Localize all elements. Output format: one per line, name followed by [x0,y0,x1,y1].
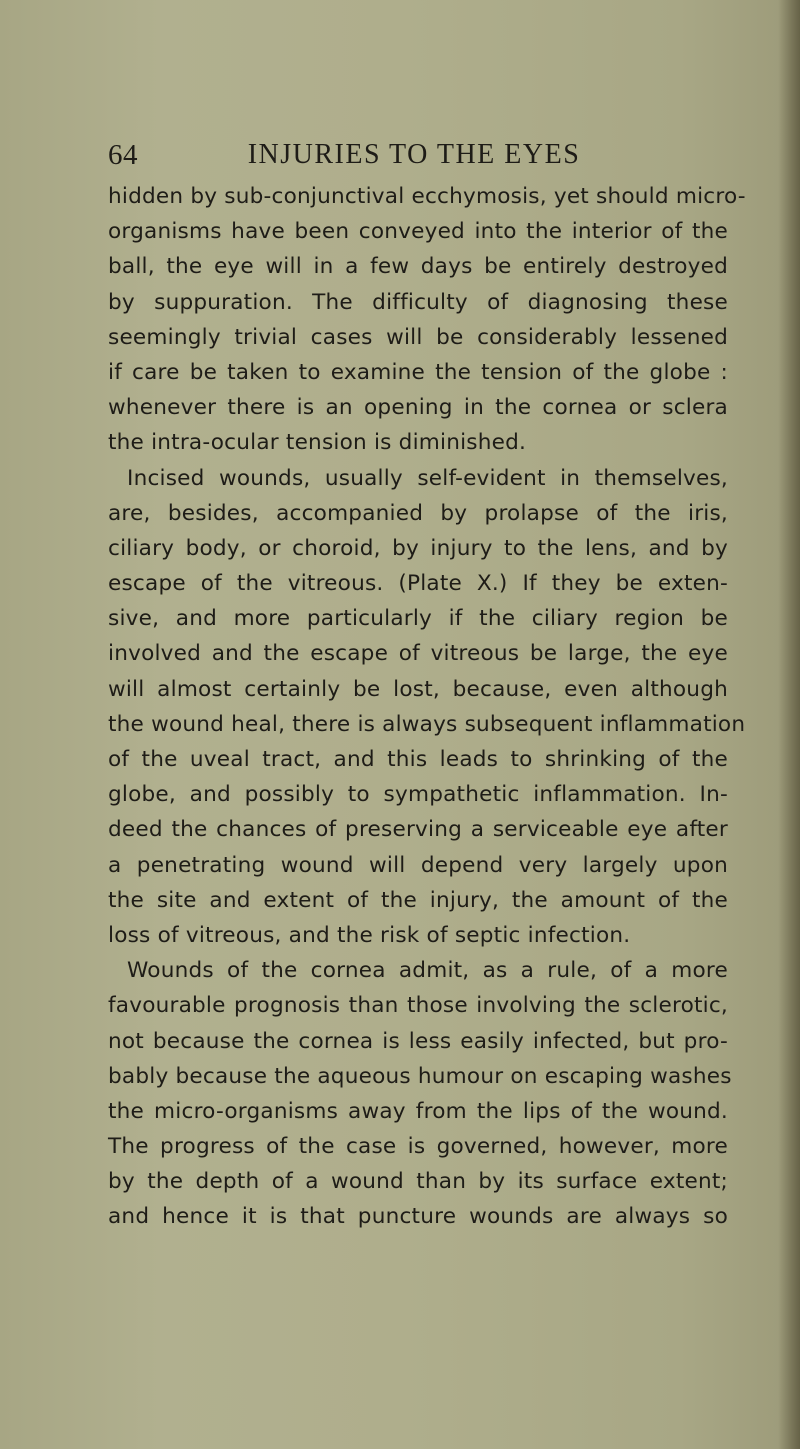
page-number: 64 [108,139,138,171]
text-line: the site and extent of the injury, the amount of the [108,887,728,913]
body-text [108,179,746,1235]
text-line: the wound heal, there is always subsequent inflammation [108,711,746,737]
text-line: not because the cornea is less easily infected, but pro- [108,1028,728,1054]
text-line: by the depth of a wound than by its surface extent; [108,1169,728,1195]
text-line: loss of vitreous, and the risk of septic infection. [108,922,631,948]
text-line: are, besides, accompanied by prolapse of the iris, [108,500,728,526]
text-line: sive, and more particularly if the ciliary region be [108,606,728,632]
text-line: deed the chances of preserving a serviceable eye after [108,817,728,843]
text-line: Incised wounds, usually self-evident in themselves, [127,465,728,491]
text-line: bably because the aqueous humour on escaping washes [108,1063,732,1089]
text-line: by suppuration. The difficulty of diagnosing these [108,289,728,315]
text-line: will almost certainly be lost, because, even although [108,676,728,702]
running-title: INJURIES TO THE EYES [247,139,581,170]
text-line: a penetrating wound will depend very largely upon [108,852,728,878]
text-line: whenever there is an opening in the cornea or sclera [108,395,728,421]
text-line: of the uveal tract, and this leads to shrinking of the [108,747,728,772]
text-line: seemingly trivial cases will be considerably lessened [108,324,728,350]
text-line: involved and the escape of vitreous be large, the eye [108,641,728,667]
text-line: if care be taken to examine the tension of the globe : [108,359,728,385]
text-line: favourable prognosis than those involving the sclerotic, [108,993,728,1019]
text-line: The progress of the case is governed, however, more [108,1134,728,1160]
page-header [108,132,720,178]
text-line: and hence it is that puncture wounds are always so [108,1204,728,1230]
text-line: escape of the vitreous. (Plate X.) If they be exten- [108,571,728,597]
text-line: ball, the eye will in a few days be entirely destroyed [108,254,728,280]
text-line: Wounds of the cornea admit, as a rule, of a more [127,958,728,984]
text-line: globe, and possibly to sympathetic inflammation. In- [108,782,728,808]
text-line: the micro-organisms away from the lips of the wound. [108,1098,728,1124]
text-line: organisms have been conveyed into the interior of the [108,219,728,245]
page-edge-shadow [778,0,800,1449]
text-line: hidden by sub-conjunctival ecchymosis, yet should micro- [108,184,746,209]
text-line: the intra-ocular tension is diminished. [108,430,527,456]
text-line: ciliary body, or choroid, by injury to the lens, and by [108,535,728,561]
